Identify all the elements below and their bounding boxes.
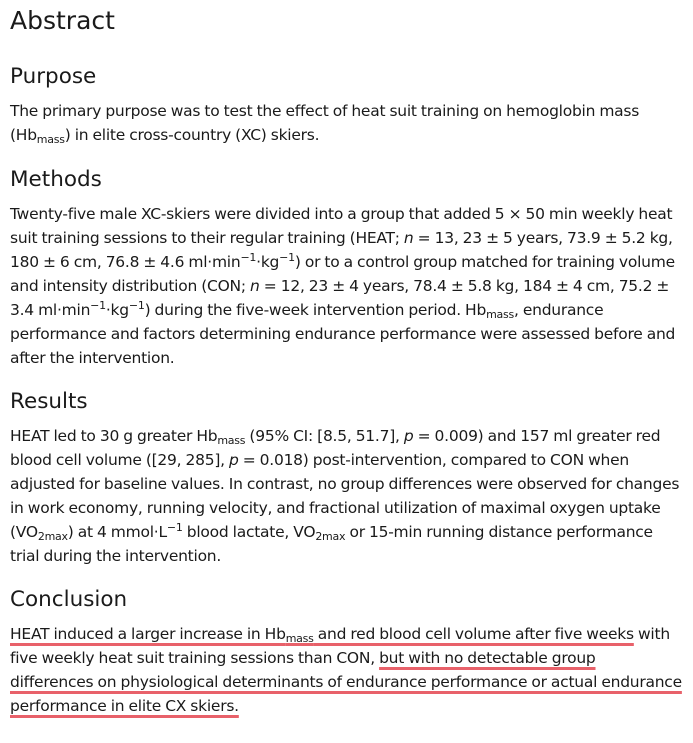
results-section: [10, 387, 682, 568]
highlight-2: but with no detectable group differences on physiological determinants of endurance performance or actual endurance performance in elite CX skiers.: [10, 649, 682, 715]
purpose-section: [10, 62, 682, 147]
conclusion-text: HEAT induced a larger increase in $Hb_{mass}$ and red blood cell volume after five weeks with five weekly heat suit training sessions than CON, but with no detectable group differences on physiological determinants of endurance performance or actual endurance performance in elite CX skiers.: [10, 625, 682, 715]
conclusion-heading: Conclusion: [10, 587, 128, 612]
purpose-heading: Purpose: [10, 64, 97, 89]
methods-text: Twenty-five male XC-skiers were divided into a group that added 5 × 50 min weekly heat suit training sessions to their regular training (HEAT; n = 13, 23 ± 5 years, 73.9 ± 5.2 kg, 180 ± 6 cm, 76.8 ± 4.6 $ml\cdot\min^{-1}\cdot kg^{-1}$) or to a control group matched for training volume and intensity distribution (CON; n = 12, 23 ± 4 years, 78.4 ± 5.8 kg, 184 ± 4 cm, 75.2 ± 3.4 $ml\cdot\min^{-1}\cdot kg^{-1}$) during the five-week intervention period. $Hb_{mass}$, endurance performance and factors determining endurance performance were assessed before and after the intervention.: [10, 205, 676, 367]
highlight-1: HEAT induced a larger increase in $Hb_{mass}$ and red blood cell volume after five weeks: [10, 625, 634, 645]
results-text: HEAT led to 30 g greater $Hb_{mass}$ (95% CI: [8.5, 51.7], p = 0.009) and 157 ml greater red blood cell volume ([29, 285], p = 0.018) post-intervention, compared to CON when adjusted for baseline values. In contrast, no group differences were observed for changes in work economy, running velocity, and fractional utilization of maximal oxygen uptake $(VO_{2max})$ at 4 $mmol\cdot L^{-1}$ blood lactate, $VO_{2max}$ or 15-min running distance performance trial during the intervention.: [10, 427, 680, 565]
results-heading: Results: [10, 389, 88, 414]
methods-section: [10, 165, 682, 370]
abstract-page: [10, 0, 682, 715]
conclusion-section: [10, 585, 682, 718]
methods-heading: Methods: [10, 167, 102, 192]
purpose-text: The primary purpose was to test the effect of heat suit training on hemoglobin mass $(Hb_{mass})$ in elite cross-country (XC) skiers.: [10, 102, 640, 146]
abstract-title: Abstract: [10, 6, 115, 35]
